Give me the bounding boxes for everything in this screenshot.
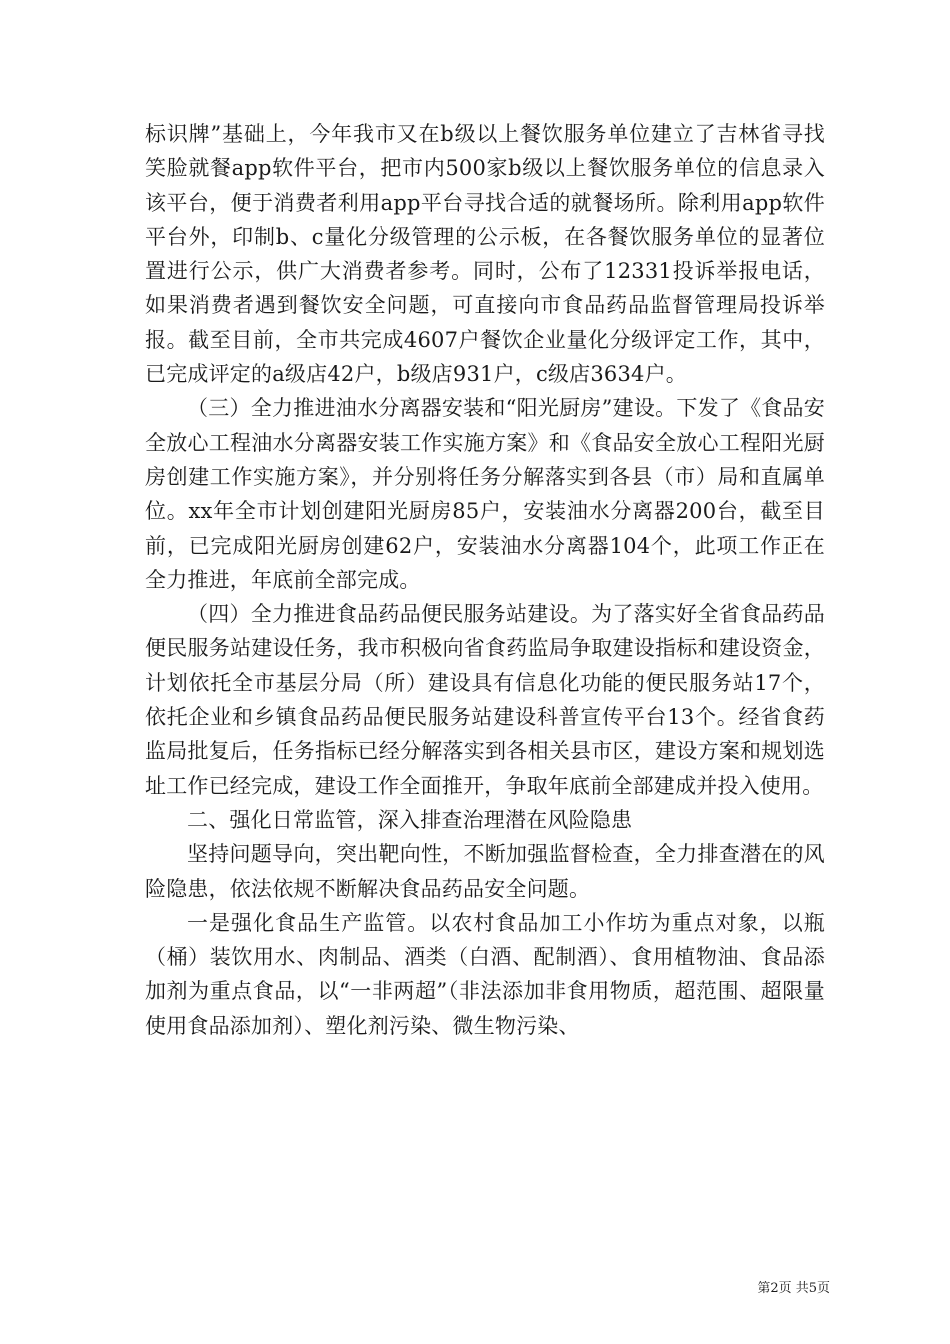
page-number: 第2页 共5页 xyxy=(757,1281,830,1296)
paragraph-1: 标识牌”基础上，今年我市又在b级以上餐饮服务单位建立了吉林省寻找笑脸就餐app软件平台，把市内500家b级以上餐饮服务单位的信息录入该平台，便于消费者利用app平台寻找合适的就餐场所。除利用app软件平台外，印制b、c量化分级管理的公示板，在各餐饮服务单位的显著位置进行公示，供广大消费者参考。同时，公布了12331投诉举报电话，如果消费者遇到餐饮安全问题，可直接向市食品药品监督管理局投诉举报。截至目前，全市共完成4607户餐饮企业量化分级评定工作，其中，已完成评定的a级店42户，b级店931户，c级店3634户。 xyxy=(145,122,825,387)
section-heading: 二、强化日常监管，深入排查治理潜在风险隐患 xyxy=(187,807,633,832)
document-body xyxy=(145,117,825,1043)
paragraph-5: 坚持问题导向，突出靶向性，不断加强监督检查，全力排查潜在的风险隐患，依法依规不断解决食品药品安全问题。 xyxy=(145,842,825,901)
paragraph-6: 一是强化食品生产监管。以农村食品加工小作坊为重点对象，以瓶（桶）装饮用水、肉制品、酒类（白酒、配制酒）、食用植物油、食品添加剂为重点食品，以“一非两超”（非法添加非食用物质，超范围、超限量使用食品添加剂）、塑化剂污染、微生物污染、 xyxy=(145,910,825,1038)
paragraph-2: （三）全力推进油水分离器安装和“阳光厨房”建设。下发了《食品安全放心工程油水分离器安装工作实施方案》和《食品安全放心工程阳光厨房创建工作实施方案》，并分别将任务分解落实到各县（市）局和直属单位。xx年全市计划创建阳光厨房85户，安装油水分离器200台，截至目前，已完成阳光厨房创建62户，安装油水分离器104个，此项工作正在全力推进，年底前全部完成。 xyxy=(145,396,825,592)
paragraph-3: （四）全力推进食品药品便民服务站建设。为了落实好全省食品药品便民服务站建设任务，我市积极向省食药监局争取建设指标和建设资金，计划依托全市基层分局（所）建设具有信息化功能的便民服务站17个，依托企业和乡镇食品药品便民服务站建设科普宣传平台13个。经省食药监局批复后，任务指标已经分解落实到各相关县市区，建设方案和规划选址工作已经完成，建设工作全面推开，争取年底前全部建成并投入使用。 xyxy=(145,602,825,798)
